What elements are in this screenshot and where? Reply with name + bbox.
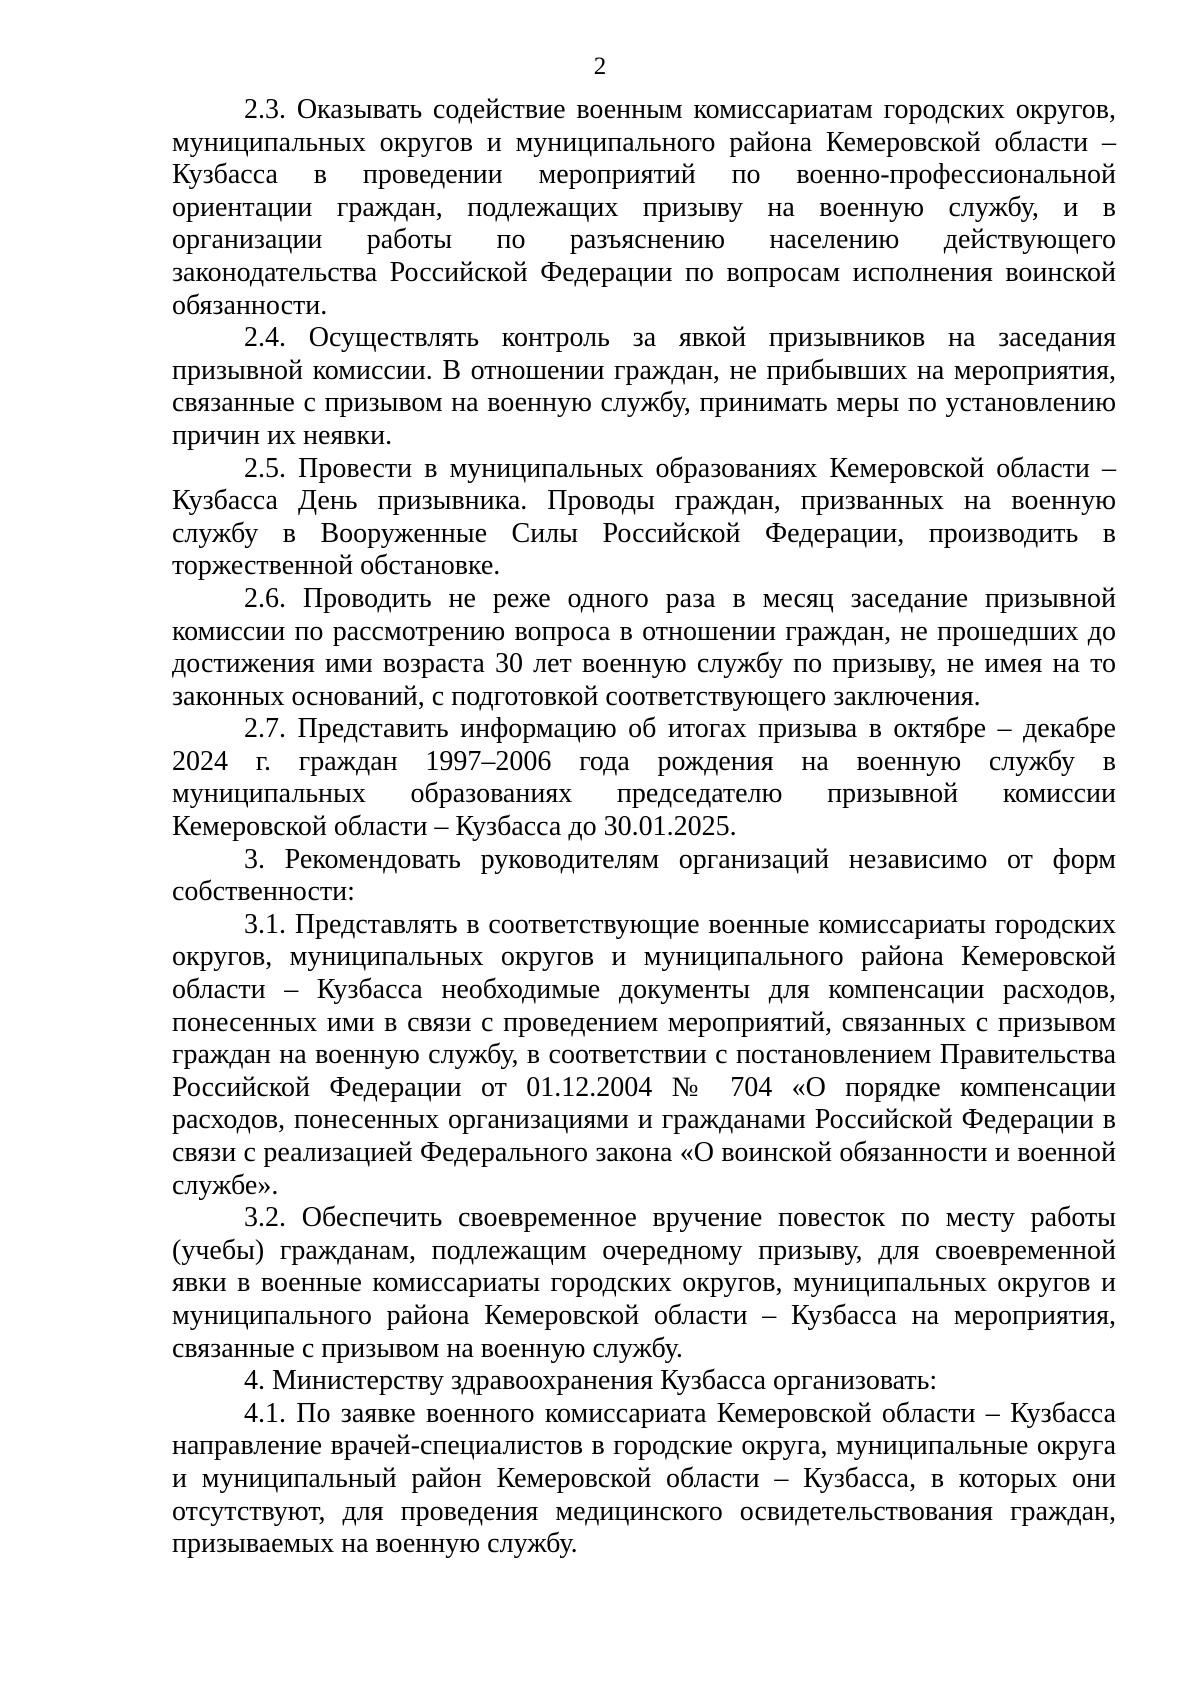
paragraph-2-5: 2.5. Провести в муниципальных образованиях Кемеровской области – Кузбасса День призывника. Проводы граждан, призванных на военную службу в Вооруженные Силы Российской Федерации, производить в торжественной обстановке. — [172, 452, 1116, 582]
paragraph-2-7: 2.7. Представить информацию об итогах призыва в октябре – декабре 2024 г. граждан 1997–2006 года рождения на военную службу в муниципальных образованиях председателю призывной комиссии Кемеровской области – Кузбасса до 30.01.2025. — [172, 713, 1116, 843]
paragraph-2-3: 2.3. Оказывать содействие военным комиссариатам городских округов, муниципальных округов и муниципального района Кемеровской области – Кузбасса в проведении мероприятий по военно-профессиональной ориентации граждан, подлежащих призыву на военную службу, и в организации работы по разъяснению населению действующего законодательства Российской Федерации по вопросам исполнения воинской обязанности. — [172, 94, 1116, 321]
page-number: 2 — [593, 53, 607, 80]
paragraph-2-4: 2.4. Осуществлять контроль за явкой призывников на заседания призывной комиссии. В отношении граждан, не прибывших на мероприятия, связанные с призывом на военную службу, принимать меры по установлению причин их неявки. — [172, 322, 1116, 451]
paragraph-3-2: 3.2. Обеспечить своевременное вручение повесток по месту работы (учебы) гражданам, подлежащим очередному призыву, для своевременной явки в военные комиссариаты городских округов, муниципальных округов и муниципального района Кемеровской области – Кузбасса на мероприятия, связанные с призывом на военную службу. — [172, 1202, 1116, 1364]
paragraph-3-1: 3.1. Представлять в соответствующие военные комиссариаты городских округов, муниципальных округов и муниципального района Кемеровской области – Кузбасса необходимые документы для компенсации расходов, понесенных ими в связи с проведением мероприятий, связанных с призывом граждан на военную службу, в соответствии с постановлением Правительства Российской Федерации от 01.12.2004 № 704 «О порядке компенсации расходов, понесенных организациями и гражданами Российской Федерации в связи с реализацией Федерального закона «О воинской обязанности и военной службе». — [172, 908, 1116, 1201]
paragraph-3: 3. Рекомендовать руководителям организаций независимо от форм собственности: — [172, 843, 1116, 908]
document-body — [172, 94, 1116, 1561]
paragraph-2-6: 2.6. Проводить не реже одного раза в месяц заседание призывной комиссии по рассмотрению вопроса в отношении граждан, не прошедших до достижения ими возраста 30 лет военную службу по призыву, не имея на то законных оснований, с подготовкой соответствующего заключения. — [172, 582, 1116, 712]
paragraph-4-1: 4.1. По заявке военного комиссариата Кемеровской области – Кузбасса направление врачей-специалистов в городские округа, муниципальные округа и муниципальный район Кемеровской области – Кузбасса, в которых они отсутствуют, для проведения медицинского освидетельствования граждан, призываемых на военную службу. — [172, 1397, 1116, 1560]
paragraph-4: 4. Министерству здравоохранения Кузбасса организовать: — [244, 1365, 938, 1397]
